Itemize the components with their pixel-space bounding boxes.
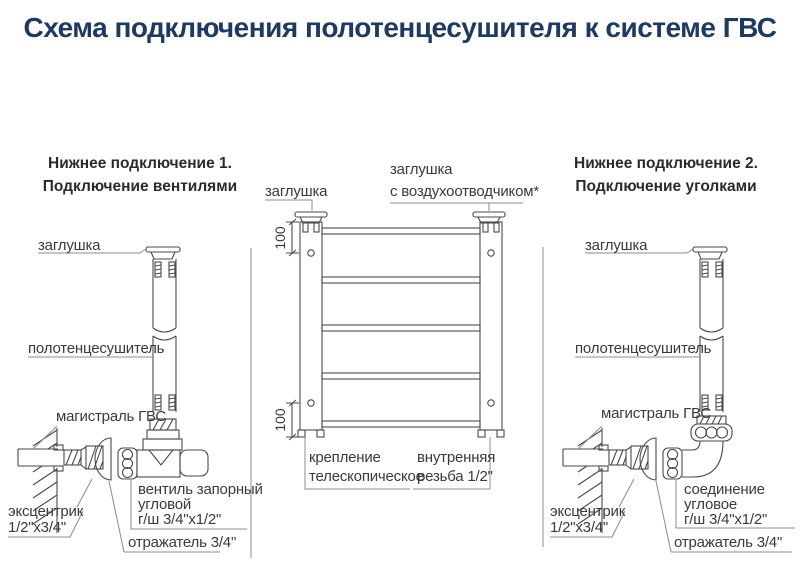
left-label-eccentric-1: эксцентрик xyxy=(8,503,84,520)
page-title: Схема подключения полотенцесушителя к системе ГВС xyxy=(23,12,777,43)
right-riser-pipe xyxy=(700,259,723,412)
center-label-thread-2: резьба 1/2" xyxy=(417,468,493,485)
left-label-cap: заглушка xyxy=(38,237,101,254)
left-label-valve-2: угловой xyxy=(138,496,192,513)
left-riser-pipe xyxy=(153,259,176,412)
left-label-valve-3: г/ш 3/4"x1/2" xyxy=(138,511,222,528)
right-heading-1: Нижнее подключение 2. xyxy=(574,155,758,172)
ladder-mount-holes xyxy=(308,250,494,406)
left-label-reflector: отражатель 3/4" xyxy=(128,534,237,551)
right-label-reflector: отражатель 3/4" xyxy=(674,534,783,551)
center-label-cap-left: заглушка xyxy=(265,183,328,200)
right-heading-2: Подключение уголками xyxy=(575,178,757,195)
center-label-thread-1: внутренняя xyxy=(417,449,496,466)
center-label-air-vent-1: заглушка xyxy=(390,161,453,178)
right-label-elbow-1: соединение xyxy=(684,481,765,498)
ladder-rungs xyxy=(322,228,480,427)
center-dimension-bottom: 100 xyxy=(272,408,288,432)
left-label-valve-1: вентиль запорный xyxy=(138,481,263,498)
right-cap-icon xyxy=(693,247,727,259)
ladder-leader-lines xyxy=(265,200,523,489)
ladder-dimensions xyxy=(286,219,299,440)
right-label-towel-rail: полотенцесушитель xyxy=(575,340,712,357)
left-label-eccentric-2: 1/2"x3/4" xyxy=(8,519,67,536)
right-label-elbow-2: угловое xyxy=(684,496,737,513)
left-label-main-line: магистраль ГВС xyxy=(56,408,166,425)
right-label-elbow-3: г/ш 3/4"x1/2" xyxy=(684,511,768,528)
center-label-air-vent-2: с воздухоотводчиком* xyxy=(390,183,539,200)
left-heading-2: Подключение вентилями xyxy=(42,178,238,195)
right-label-eccentric-2: 1/2"x3/4" xyxy=(550,519,609,536)
ladder-posts xyxy=(298,222,504,437)
left-heading-1: Нижнее подключение 1. xyxy=(48,155,232,172)
right-label-cap: заглушка xyxy=(585,237,648,254)
right-label-main-line: магистраль ГВС xyxy=(601,405,711,422)
right-elbow-icon xyxy=(663,416,732,479)
left-cap-icon xyxy=(146,247,180,259)
center-label-mount-2: телескопическое xyxy=(309,468,424,485)
left-valve-icon xyxy=(118,419,208,479)
right-label-eccentric-1: эксцентрик xyxy=(550,503,626,520)
left-label-towel-rail: полотенцесушитель xyxy=(28,340,165,357)
ladder-caps xyxy=(295,212,505,223)
center-label-mount-1: крепление xyxy=(309,449,381,466)
center-dimension-top: 100 xyxy=(272,226,288,250)
